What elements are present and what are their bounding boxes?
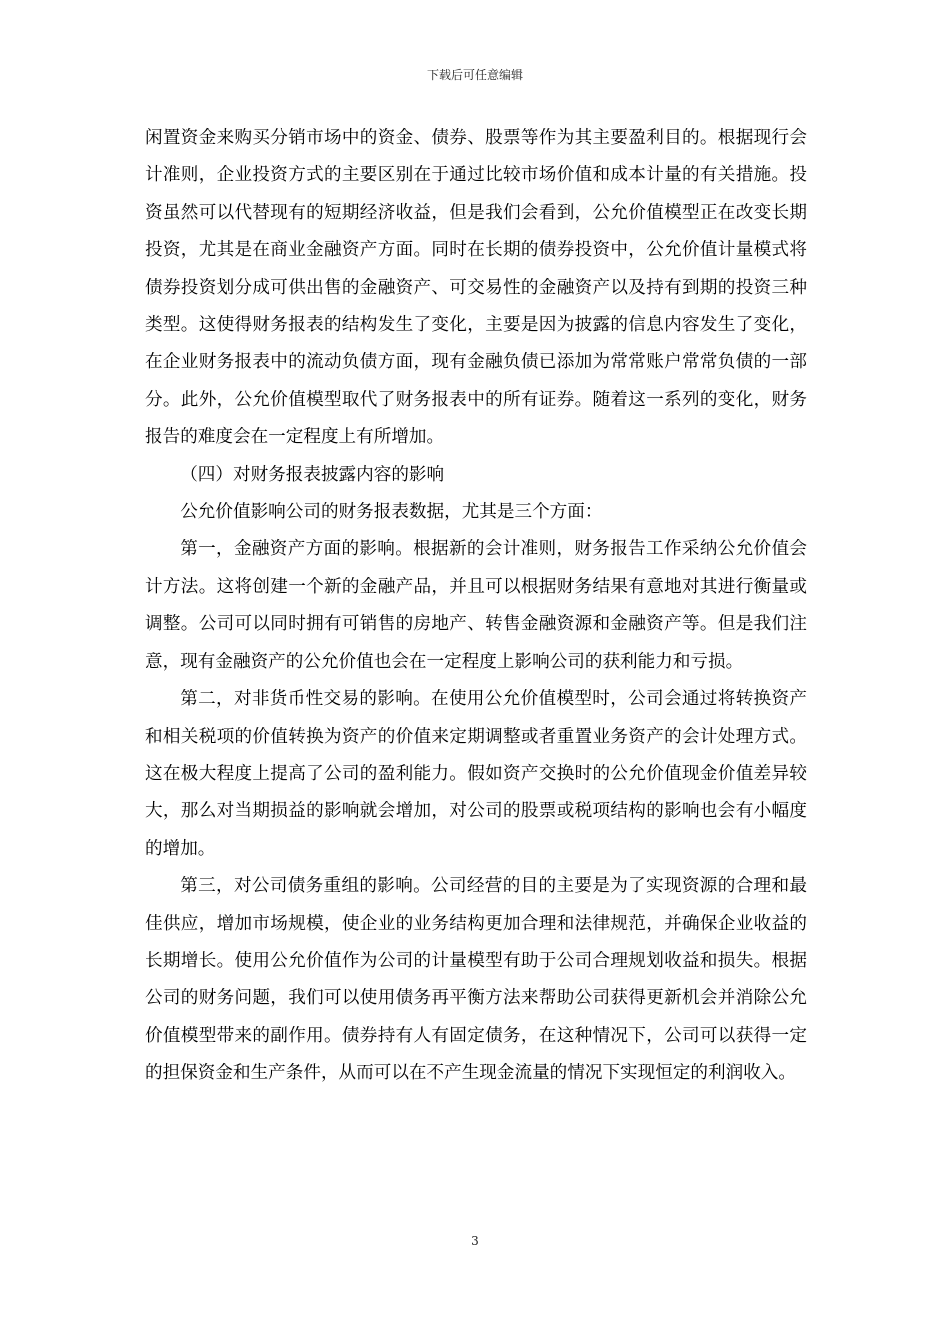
paragraph-intro: 公允价值影响公司的财务报表数据，尤其是三个方面： xyxy=(180,502,603,523)
paragraph-third: 第三，对公司债务重组的影响。公司经营的目的主要是为了实现资源的合理和最佳供应，增加市场规模，使企业的业务结构更加合理和法律规范，并确保企业收益的长期增长。使用公允价值作为公司的计量模型有助于公司合理规划收益和损失。根据公司的财务问题，我们可以使用债务再平衡方法来帮助公司获得更新机会并消除公允价值模型带来的副作用。债券持有人有固定债务，在这种情况下，公司可以获得一定的担保资金和生产条件，从而可以在不产生现金流量的情况下实现恒定的利润收入。 xyxy=(145,876,807,1084)
paragraph-first: 第一，金融资产方面的影响。根据新的会计准则，财务报告工作采纳公允价值会计方法。这将创建一个新的金融产品，并且可以根据财务结果有意地对其进行衡量或调整。公司可以同时拥有可销售的房地产、转售金融资源和金融资产等。但是我们注意，现有金融资产的公允价值也会在一定程度上影响公司的获利能力和亏损。 xyxy=(145,539,807,672)
paragraph-second: 第二，对非货币性交易的影响。在使用公允价值模型时，公司会通过将转换资产和相关税项的价值转换为资产的价值来定期调整或者重置业务资产的会计处理方式。这在极大程度上提高了公司的盈利能力。假如资产交换时的公允价值现金价值差异较大，那么对当期损益的影响就会增加，对公司的股票或税项结构的影响也会有小幅度的增加。 xyxy=(145,689,807,859)
section-heading: （四）对财务报表披露内容的影响 xyxy=(180,464,445,485)
paragraph-continued: 闲置资金来购买分销市场中的资金、债券、股票等作为其主要盈利目的。根据现行会计准则，企业投资方式的主要区别在于通过比较市场价值和成本计量的有关措施。投资虽然可以代替现有的短期经济收益，但是我们会看到，公允价值模型正在改变长期投资，尤其是在商业金融资产方面。同时在长期的债券投资中，公允价值计量模式将债券投资划分成可供出售的金融资产、可交易性的金融资产以及持有到期的投资三种类型。这使得财务报表的结构发生了变化，主要是因为披露的信息内容发生了变化，在企业财务报表中的流动负债方面，现有金融负债已添加为常常账户常常负债的一部分。此外，公允价值模型取代了财务报表中的所有证券。随着这一系列的变化，财务报告的难度会在一定程度上有所增加。 xyxy=(145,128,807,448)
page-number: 3 xyxy=(471,1234,479,1248)
document-body xyxy=(145,120,807,1093)
page-header: 下载后可任意编辑 xyxy=(426,68,523,82)
